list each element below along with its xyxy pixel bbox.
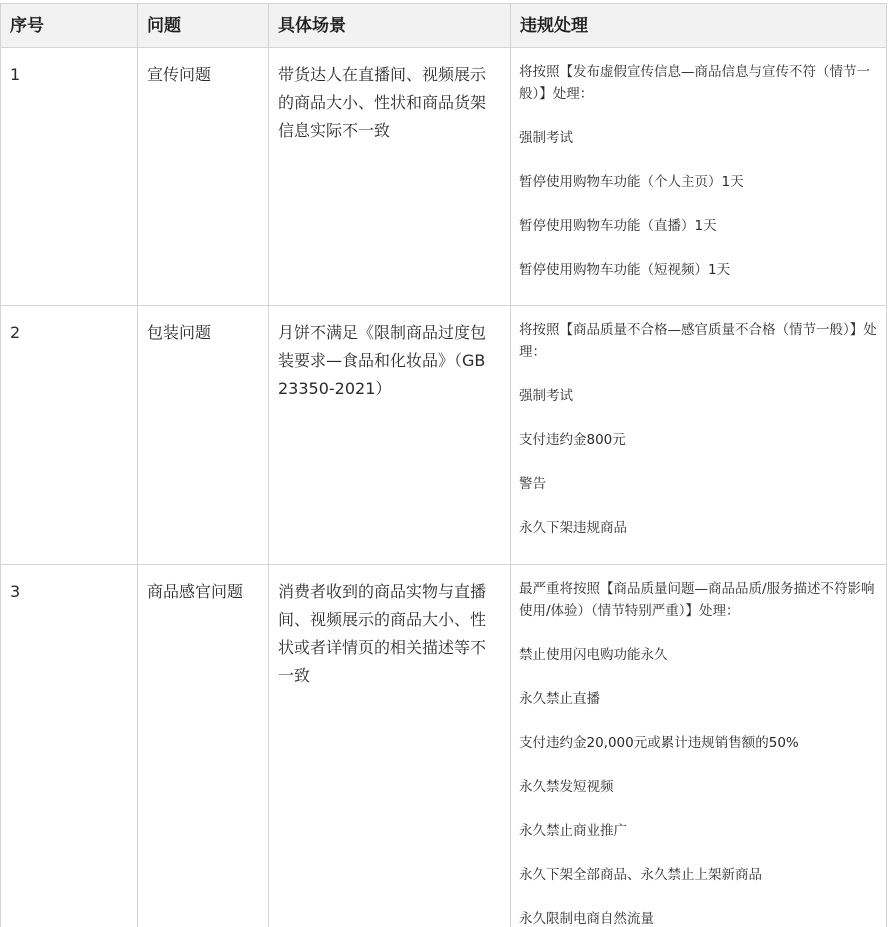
row-handling — [511, 306, 887, 565]
row-scene: 带货达人在直播间、视频展示的商品大小、性状和商品货架信息实际不一致 — [269, 48, 511, 306]
header-handling: 违规处理 — [511, 4, 887, 48]
row-number: 3 — [1, 565, 138, 927]
handling-action: 暂停使用购物车功能（个人主页）1天 — [519, 174, 744, 190]
handling-action: 暂停使用购物车功能（短视频）1天 — [519, 262, 731, 278]
row-issue: 商品感官问题 — [138, 565, 269, 927]
row-scene: 月饼不满足《限制商品过度包装要求—食品和化妆品》（GB 23350-2021） — [269, 306, 511, 565]
handling-intro: 将按照【商品质量不合格—感官质量不合格（情节一般）】处理： — [519, 322, 877, 360]
handling-action: 永久下架全部商品、永久禁止上架新商品 — [519, 867, 762, 883]
handling-action: 永久禁止商业推广 — [519, 823, 627, 839]
handling-action: 永久禁止直播 — [519, 691, 600, 707]
handling-intro: 最严重将按照【商品质量问题—商品品质/服务描述不符影响使用/体验）（情节特别严重）】处理： — [519, 581, 875, 619]
handling-action: 永久下架违规商品 — [519, 520, 627, 536]
handling-action: 警告 — [519, 476, 546, 492]
handling-action: 强制考试 — [519, 130, 573, 146]
table-row — [1, 306, 887, 565]
table-header-row — [1, 4, 887, 48]
header-scene: 具体场景 — [269, 4, 511, 48]
violation-table — [0, 3, 887, 927]
handling-action: 永久限制电商自然流量 — [519, 911, 654, 927]
row-scene: 消费者收到的商品实物与直播间、视频展示的商品大小、性状或者详情页的相关描述等不一致 — [269, 565, 511, 927]
header-issue: 问题 — [138, 4, 269, 48]
handling-action: 支付违约金800元 — [519, 432, 626, 448]
row-handling — [511, 48, 887, 306]
row-number: 1 — [1, 48, 138, 306]
handling-action: 禁止使用闪电购功能永久 — [519, 647, 668, 663]
handling-action: 支付违约金20,000元或累计违规销售额的50% — [519, 735, 799, 751]
handling-intro: 将按照【发布虚假宣传信息—商品信息与宣传不符（情节一般）】处理： — [519, 64, 870, 102]
handling-action: 暂停使用购物车功能（直播）1天 — [519, 218, 717, 234]
table-row — [1, 565, 887, 927]
handling-action: 强制考试 — [519, 388, 573, 404]
row-issue: 宣传问题 — [138, 48, 269, 306]
row-handling — [511, 565, 887, 927]
handling-action: 永久禁发短视频 — [519, 779, 614, 795]
table-row — [1, 48, 887, 306]
header-number: 序号 — [1, 4, 138, 48]
row-number: 2 — [1, 306, 138, 565]
row-issue: 包装问题 — [138, 306, 269, 565]
